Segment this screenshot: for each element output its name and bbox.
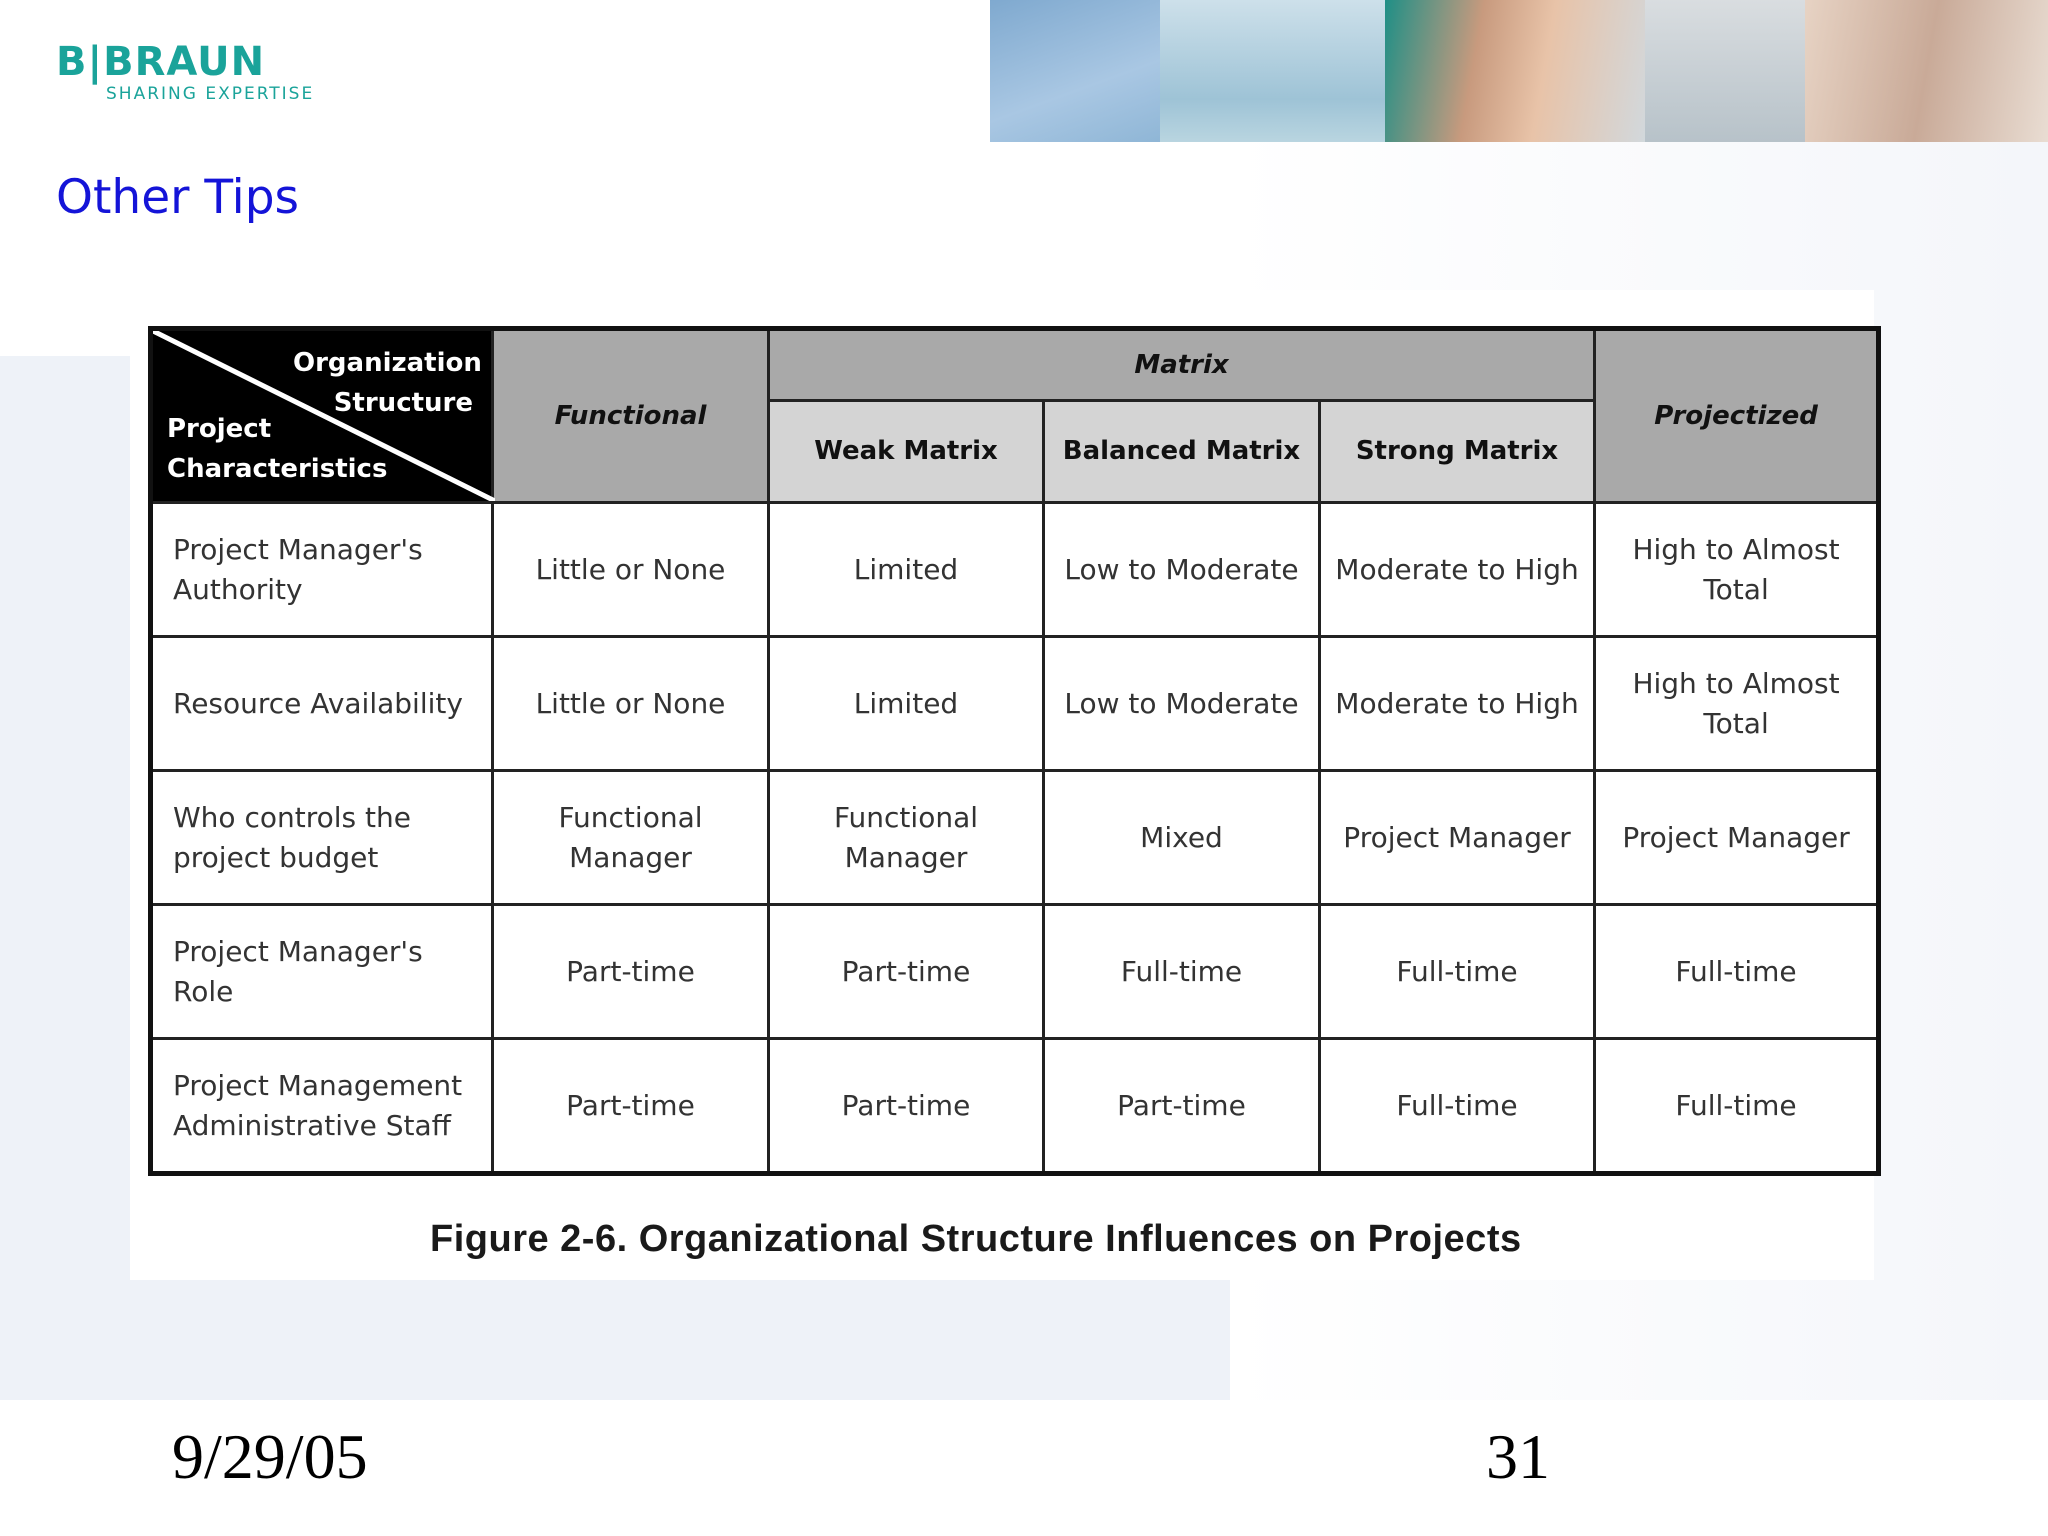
col-projectized: Projectized <box>1595 329 1879 503</box>
table-row <box>151 905 1879 1039</box>
header-photo-strip <box>990 0 2048 142</box>
row-label: Resource Availability <box>151 637 493 771</box>
photo-face <box>1805 0 2048 142</box>
table-cell: Full-time <box>1595 1039 1879 1174</box>
table-cell: High to Almost Total <box>1595 637 1879 771</box>
table-cell: Full-time <box>1320 905 1595 1039</box>
table-cell: Part-time <box>769 1039 1044 1174</box>
footer-date: 9/29/05 <box>172 1421 368 1492</box>
table-cell: Low to Moderate <box>1044 637 1320 771</box>
row-label: Who controls the project budget <box>151 771 493 905</box>
row-label: Project Manager's Role <box>151 905 493 1039</box>
table-cell: Mixed <box>1044 771 1320 905</box>
photo-sky <box>990 0 1160 142</box>
photo-smiling-woman <box>1385 0 1645 142</box>
col-functional: Functional <box>493 329 769 503</box>
table-cell: Part-time <box>493 905 769 1039</box>
col-balanced-matrix: Balanced Matrix <box>1044 400 1320 502</box>
table-cell: Part-time <box>1044 1039 1320 1174</box>
row-label: Project Manager's Authority <box>151 503 493 637</box>
table-cell: Functional Manager <box>769 771 1044 905</box>
table-cell: Part-time <box>493 1039 769 1174</box>
slide-title: Other Tips <box>56 170 300 225</box>
logo-wordmark: B|BRAUN <box>56 39 266 85</box>
figure-caption: Figure 2-6. Organizational Structure Influences on Projects <box>430 1218 1522 1260</box>
table-cell: Moderate to High <box>1320 503 1595 637</box>
bbraun-logo <box>56 40 314 104</box>
table-cell: Full-time <box>1320 1039 1595 1174</box>
table-cell: Part-time <box>769 905 1044 1039</box>
corner-project-characteristics: Project Characteristics <box>167 414 388 484</box>
corner-header <box>151 329 493 503</box>
table-cell: High to Almost Total <box>1595 503 1879 637</box>
logo-tagline: SHARING EXPERTISE <box>106 84 315 104</box>
table-cell: Full-time <box>1044 905 1320 1039</box>
table-cell: Limited <box>769 637 1044 771</box>
table-cell: Low to Moderate <box>1044 503 1320 637</box>
table-cell: Project Manager <box>1320 771 1595 905</box>
table-cell: Project Manager <box>1595 771 1879 905</box>
photo-window <box>1645 0 1805 142</box>
corner-org-structure: Organization Structure <box>293 348 482 418</box>
row-label: Project Management Administrative Staff <box>151 1039 493 1174</box>
table-row <box>151 503 1879 637</box>
table-cell: Moderate to High <box>1320 637 1595 771</box>
col-weak-matrix: Weak Matrix <box>769 400 1044 502</box>
table-row <box>151 1039 1879 1174</box>
table-cell: Limited <box>769 503 1044 637</box>
col-strong-matrix: Strong Matrix <box>1320 400 1595 502</box>
page-number: 31 <box>1486 1421 1550 1492</box>
org-structure-table <box>148 326 1876 1176</box>
table-row <box>151 637 1879 771</box>
col-matrix: Matrix <box>769 329 1595 401</box>
table-cell: Little or None <box>493 637 769 771</box>
table-cell: Functional Manager <box>493 771 769 905</box>
table-cell: Full-time <box>1595 905 1879 1039</box>
photo-clouds <box>1160 0 1385 142</box>
table-cell: Little or None <box>493 503 769 637</box>
table-row <box>151 771 1879 905</box>
